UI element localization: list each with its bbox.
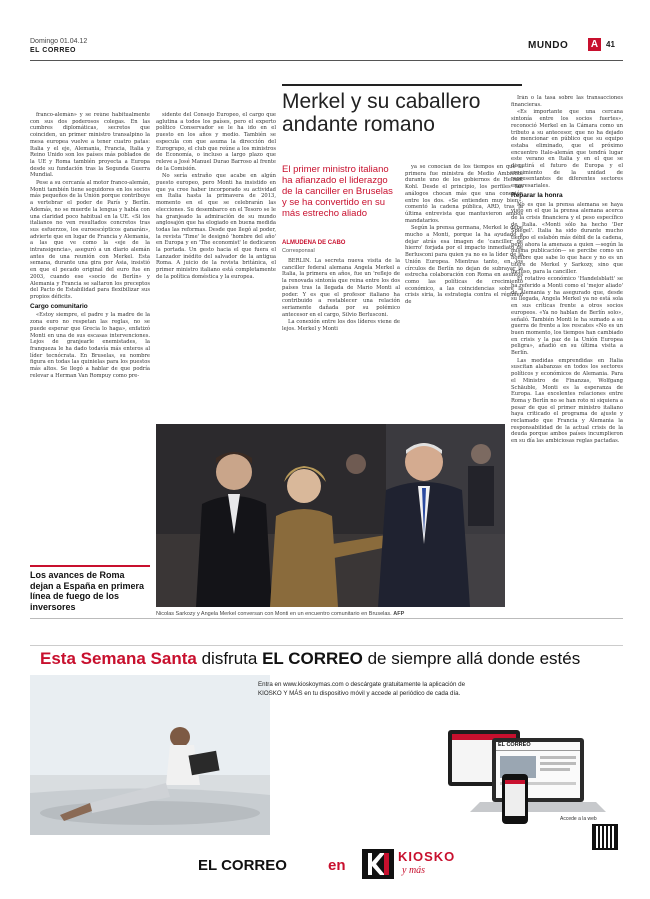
paragraph: franco-alemán» y se reúne habitualmente con sus dos poderosos colegas. En las cumbres diplomáticas, secretos que coinciden, un primer ministro transalpino la mesa europea vuelve a tener cuatro patas: Italia y el eje, Alemania, Francia, Italia y Reino Unido son los países más poblados de la UE y Roma también proyecta a Europa desde su fundación tras la Segunda Guerra Mundial. — [30, 112, 150, 179]
ad-separator — [30, 618, 623, 619]
ad-headline-mid: disfruta — [201, 649, 258, 668]
column-3 — [282, 258, 400, 418]
ad-body: Entra en www.kioskoymas.com o descárgate gratuitamente la aplicación de KIOSKO Y MÁS en tu dispositivo móvil y accede al periódico de cada día. — [258, 681, 466, 697]
column-4 — [405, 164, 523, 418]
beach-illustration — [30, 675, 270, 835]
laptop-screen-title: EL CORREO — [498, 742, 531, 748]
paper-name: EL CORREO — [30, 47, 76, 54]
paragraph: «Es importante que una cercana sintonía entre los socios fuertes», reconoció Merkel en la Cámara como un tributo a su antecesor, que no ha dejado de mencionar en público que su equipo estaba eliminado, que el próximo encuentro Italo-alemán que tendrá lugar este verano en Italia y en el que se discutirá el futuro de Europa y el crecimiento de la unidad de representantes de diferentes sectores empresariales. — [511, 109, 623, 190]
subhead: Cargo comunitario — [30, 302, 88, 310]
subhead: Reparar la honra — [511, 191, 563, 199]
kiosko-icon — [362, 849, 394, 879]
ad-headline — [40, 649, 580, 669]
byline: ALMUDENA DE CABO — [282, 240, 346, 246]
paragraph: BERLÍN. La secreta nueva visita de la canciller federal alemana Angela Merkel a Italia, la primera en años, fue un 'reflejo de la renovada sintonía que reina entre los dos países tras la llegada de Mario Monti al poder. Y es que el profesor italiano ha contribuido a restablecer una relación seriamente dañada por su polémico antecesor en el cargo, Silvio Berlusconi. — [282, 258, 400, 318]
paragraph: Las medidas emprendidas en Italia suscitan alabanzas en todos los sectores políticos y económicos de Alemania. Para el Ministro de Finanzas, Wolfgang Schäuble, Monti es la esperanza de Europa. Las excelentes relaciones entre Roma y Berlín no se han roto ni siquiera a pesar de que el primer ministro italiano haya criticado el programa de ajuste y reclamado que Francia y Alemania la responsabilidad de la actual crisis de la deuda porque ambos países incumplieron en su día las ambiciosas reglas pactadas. — [511, 357, 623, 445]
paragraph: ya se conocían de los tiempos en que la primera fue ministra de Medio Ambiente durante uno de los gobiernos de Helmut Kohl. Desde el principio, los perfiles tan análogos chocan más que una conexión entre los dos. «Se entienden muy bien», comentó la cadena pública, ARD, tras la última entrevista que mantuvieron ambos mandatarios. — [405, 164, 523, 224]
ad-headline-red: Esta Semana Santa — [40, 649, 197, 668]
column-2 — [156, 112, 276, 417]
photo-credit: AFP — [393, 611, 405, 617]
kiosko-logo — [362, 849, 394, 879]
footer-kiosko: KIOSKO — [398, 849, 456, 864]
article-deck: El primer ministro italiano ha afianzado el liderazgo de la canciller en Bruselas y se ha convertido en su más estrecho aliado — [282, 164, 393, 219]
paragraph: sidente del Consejo Europeo, el cargo que aglutina a todos los países, pero el experto político Conservador se le ha ido en el puesto en los años y medio. También se especula con que asuma la dirección del Eurogrupo, el club que reúne a los ministros de Economía, o incluso a largo plazo que releve a José Manuel Durao Barroso al frente de la Comisión. — [156, 112, 276, 172]
section-badge: A — [588, 38, 601, 51]
header-rule — [30, 60, 623, 61]
paragraph: Según la prensa germana, Merkel le debe mucho a Monti, porque la ha ayudado a dejar atrás esa imagen de 'canciller de hierro' forjada por el impacto inmediato de Berlusconi para quien ya no es la líder de la Unión Europea. Mientras tanto, en los círculos de Berlín no dejan de subrayar la estrecha colaboración con Roma en asuntos como las políticas de crecimiento económico, a las coincidencias sobre la crisis siria, la estrategia contra el régimen de — [405, 225, 523, 306]
photo-caption — [156, 611, 505, 617]
paragraph: No sería extraño que acabe en algún puesto europeo, pero Monti ha insistido en que ya cree haber incorporado su actividad en Italia hasta la primavera de 2013, momento en el que se celebrarán las elecciones. Su desembarco en el Tesoro se le ha granjeado la admiración de su mundo anglosajón que ha elogiado en buena medida todas las reformas. Desde que llegó al poder, la revista 'Time' le designó 'hombre del año' en Europa y en 'The economist' le dedicaron la portada. Un gesto hacia el que fuera el Lanzador inédito del salvador de la antigua Roma. A juicio de la revista británica, el primer ministro italiano está completamente de la política doméstica y la europea. — [156, 173, 276, 280]
page-number: 41 — [606, 40, 615, 49]
qr-label: Accede a la web — [560, 816, 597, 822]
paragraph: Pese a su cercanía al motor franco-alemán, Monti también tiene seguidores en los socios más pequeños de la Unión porque contribuye a vertebrar el poder de París y Berlín. Además, no se muerde la lengua y habla con una claridad poco habitual en la UE. «Si los italianos no ven resultados concretos tras sus esfuerzos, los euroescépticos ganarán», advierte que en lugar de Francia y Alemania, a las que ve como la «eje de la intransigencia», aseguró a un diario alemán antes de una reunión con Merkel. Esta semana, durante una gira por Asia, insistió en que el pecado original del euro fue en 2003, cuando ese «socio de Berlín» y Alemania y Francia se saltaron los preceptos del Pacto de Estabilidad para flexibilizar sus propios déficits. — [30, 180, 150, 300]
ad-headline-brand: EL CORREO — [262, 649, 363, 668]
footer-ymas: y más — [402, 865, 426, 876]
ad-headline-rest: de siempre allá donde estés — [367, 649, 581, 668]
article-title: Merkel y su caballero andante romano — [282, 90, 481, 136]
ad-footer — [30, 845, 623, 895]
caption-text: Nicolas Sarkozy y Angela Merkel conversan con Monti en un encuentro comunitario en Bruselas. — [156, 611, 392, 617]
paragraph: «Estoy siempre, el padre y la madre de la zona euro no respetan las reglas, no se puede esperar que Grecia lo haga», enfatizó Monti en una de sus escasas intervenciones. Lejos de granjearle enemistades, la franqueza le ha dado todavía más enteros al líder tecnócrata. En Bruselas, su nombre figura en todas las quinielas para los puestos más altos. Se llegó a hablar de que podría relevar a Herman Van Rompuy como pre- — [30, 312, 150, 379]
news-photo — [156, 424, 505, 607]
footer-en: en — [328, 857, 346, 874]
footer-brand-text: EL CORREO — [198, 857, 287, 874]
paragraph: No es que la prensa alemana se haya visto en el que la prensa alemana acerca de la crisis financiera y el peso específico de Italia. «Monti sólo ha hecho 'Der Spiegel'. Italia ha sido durante mucho tiempo el eslabón más débil de la cadena, pero ahora la amenaza a quien —según la misma publicación— se percibe como un hombre que sabe lo que hace y no es un títere de Merkel y Sarkozy, sino que incluso, para la canciller. — [511, 201, 623, 275]
byline-role: Corresponsal — [282, 248, 315, 254]
paragraph: Irán o la tasa sobre las transacciones financieras. — [511, 95, 623, 108]
paragraph: El rotativo económico 'Handelsblatt' se ha referido a Monti como el 'mejor aliado' de Alemania y ha asegurado que, desde su llegada, Angela Merkel ya no está sola en sus críticas frente a otros socios europeos. «Ya no hablan de Berlín solo», señaló. También Monti le ha sumado a su guerra de frente a los rescates «No es un buen momento, los tiempos han cambiado en crisis y la paz de la Unión Europea peligra», añadió en su última visita a Berlín. — [511, 276, 623, 357]
column-1 — [30, 112, 150, 556]
title-rule — [282, 84, 522, 86]
footer-brand — [198, 857, 287, 874]
paragraph: La conexión entre los dos líderes viene de lejos. Merkel y Monti — [282, 319, 400, 333]
ad-image-beach — [30, 675, 270, 835]
related-headline[interactable]: Los avances de Roma dejan a España en primera línea de fuego de los inversores — [30, 565, 150, 612]
edition-date: Domingo 01.04.12 — [30, 38, 88, 45]
photo-illustration — [156, 424, 505, 607]
section-name: MUNDO — [528, 40, 569, 51]
column-5 — [511, 95, 623, 615]
